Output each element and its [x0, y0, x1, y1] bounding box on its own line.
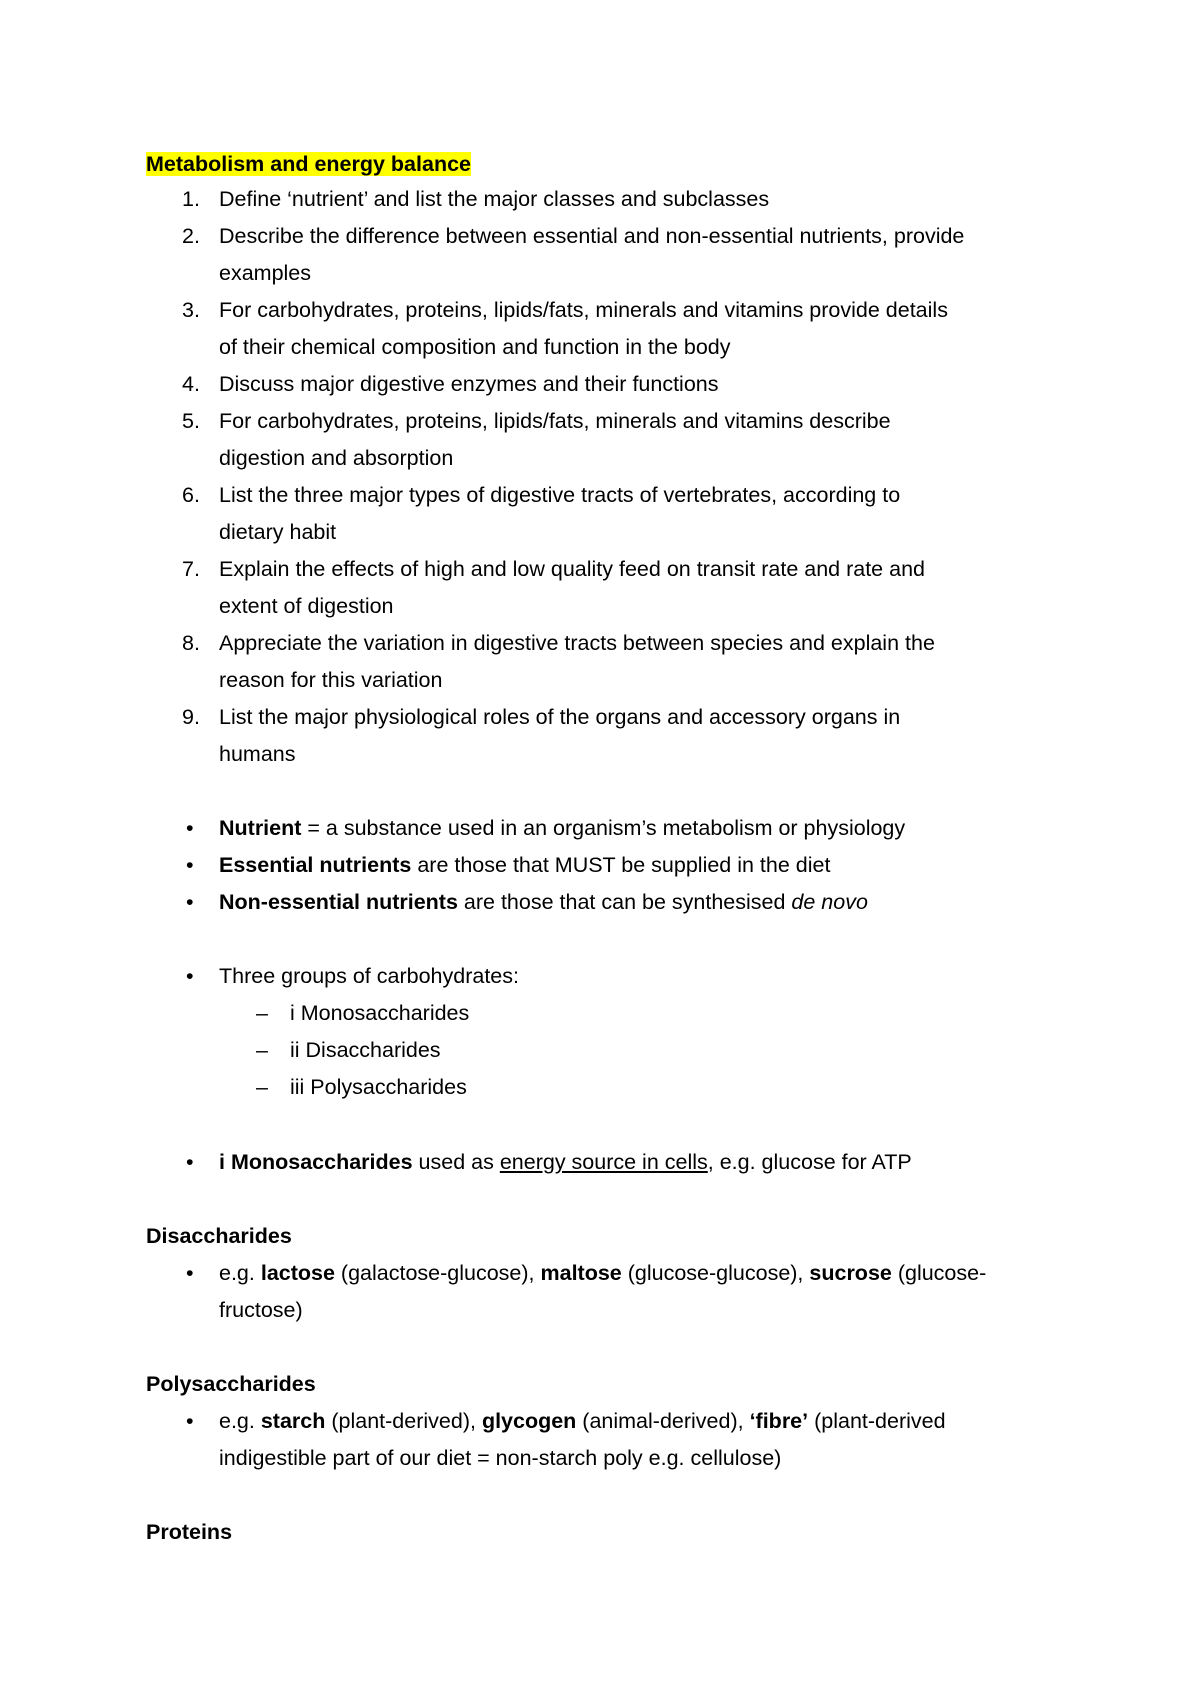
- text: (plant-derived: [808, 1409, 946, 1433]
- carbs-intro: Three groups of carbohydrates:: [219, 964, 519, 988]
- text: (glucose-: [891, 1261, 987, 1285]
- term: Essential nutrients: [219, 853, 412, 877]
- bullet-icon: •: [186, 1409, 194, 1433]
- page-title: [146, 151, 471, 177]
- bullet-icon: •: [186, 890, 194, 914]
- carbs-group: iii Polysaccharides: [290, 1075, 467, 1099]
- list-item-text: of their chemical composition and function in the body: [219, 335, 731, 359]
- bullet-icon: •: [186, 853, 194, 877]
- text: (galactose-glucose),: [334, 1261, 541, 1285]
- list-number: 3.: [182, 298, 200, 322]
- bullet-icon: •: [186, 816, 194, 840]
- section-heading-proteins: Proteins: [146, 1520, 233, 1544]
- carbs-group: ii Disaccharides: [290, 1038, 441, 1062]
- list-item-text: For carbohydrates, proteins, lipids/fats, minerals and vitamins provide details: [219, 298, 948, 322]
- term: ‘fibre’: [749, 1409, 809, 1433]
- bullet-icon: •: [186, 1261, 194, 1285]
- list-item-text: humans: [219, 742, 296, 766]
- definition-nutrient: [219, 815, 905, 841]
- list-item-text: extent of digestion: [219, 594, 394, 618]
- list-item-text: Define ‘nutrient’ and list the major classes and subclasses: [219, 187, 770, 211]
- list-item-text: List the major physiological roles of the organs and accessory organs in: [219, 705, 901, 729]
- bullet-icon: •: [186, 1150, 194, 1174]
- definition-text: are those that MUST be supplied in the diet: [411, 853, 831, 877]
- list-number: 2.: [182, 224, 200, 248]
- text: used as: [412, 1150, 500, 1174]
- term: glycogen: [481, 1409, 577, 1433]
- monosaccharides-line: [219, 1149, 912, 1175]
- italic-text: de novo: [791, 890, 868, 914]
- list-number: 6.: [182, 483, 200, 507]
- text: e.g.: [219, 1409, 261, 1433]
- list-item-text: For carbohydrates, proteins, lipids/fats, minerals and vitamins describe: [219, 409, 891, 433]
- carbs-group: i Monosaccharides: [290, 1001, 470, 1025]
- list-item-text: digestion and absorption: [219, 446, 454, 470]
- list-number: 7.: [182, 557, 200, 581]
- term: Non-essential nutrients: [219, 890, 458, 914]
- highlighted-title: Metabolism and energy balance: [146, 152, 471, 176]
- text: e.g.: [219, 1261, 261, 1285]
- polysaccharides-examples: [219, 1408, 946, 1434]
- list-item-text: Discuss major digestive enzymes and their functions: [219, 372, 719, 396]
- disaccharides-examples: [219, 1260, 986, 1286]
- disaccharides-examples-cont: fructose): [219, 1298, 303, 1322]
- list-item-text: examples: [219, 261, 312, 285]
- dash-icon: –: [256, 1001, 268, 1025]
- list-number: 9.: [182, 705, 200, 729]
- list-item-text: List the three major types of digestive tracts of vertebrates, according to: [219, 483, 901, 507]
- list-item-text: dietary habit: [219, 520, 337, 544]
- term: maltose: [540, 1261, 622, 1285]
- definition-text: = a substance used in an organism’s metabolism or physiology: [301, 816, 906, 840]
- term: lactose: [260, 1261, 335, 1285]
- text: (plant-derived),: [325, 1409, 482, 1433]
- section-heading-disaccharides: Disaccharides: [146, 1224, 292, 1248]
- list-item-text: Describe the difference between essential and non-essential nutrients, provide: [219, 224, 965, 248]
- list-item-text: reason for this variation: [219, 668, 443, 692]
- term: Nutrient: [219, 816, 302, 840]
- term: starch: [260, 1409, 326, 1433]
- term: sucrose: [809, 1261, 892, 1285]
- dash-icon: –: [256, 1075, 268, 1099]
- text: (animal-derived),: [576, 1409, 750, 1433]
- text: (glucose-glucose),: [621, 1261, 810, 1285]
- list-number: 8.: [182, 631, 200, 655]
- list-number: 4.: [182, 372, 200, 396]
- list-number: 1.: [182, 187, 200, 211]
- underlined-text: energy source in cells: [499, 1150, 708, 1174]
- list-number: 5.: [182, 409, 200, 433]
- section-heading-polysaccharides: Polysaccharides: [146, 1372, 316, 1396]
- definition-nonessential: [219, 889, 868, 915]
- dash-icon: –: [256, 1038, 268, 1062]
- definition-text: are those that can be synthesised: [457, 890, 792, 914]
- definition-essential: [219, 852, 830, 878]
- term: i Monosaccharides: [219, 1150, 413, 1174]
- text: , e.g. glucose for ATP: [707, 1150, 912, 1174]
- polysaccharides-examples-cont: indigestible part of our diet = non-starch poly e.g. cellulose): [219, 1446, 782, 1470]
- bullet-icon: •: [186, 964, 194, 988]
- list-item-text: Explain the effects of high and low quality feed on transit rate and rate and: [219, 557, 925, 581]
- list-item-text: Appreciate the variation in digestive tracts between species and explain the: [219, 631, 935, 655]
